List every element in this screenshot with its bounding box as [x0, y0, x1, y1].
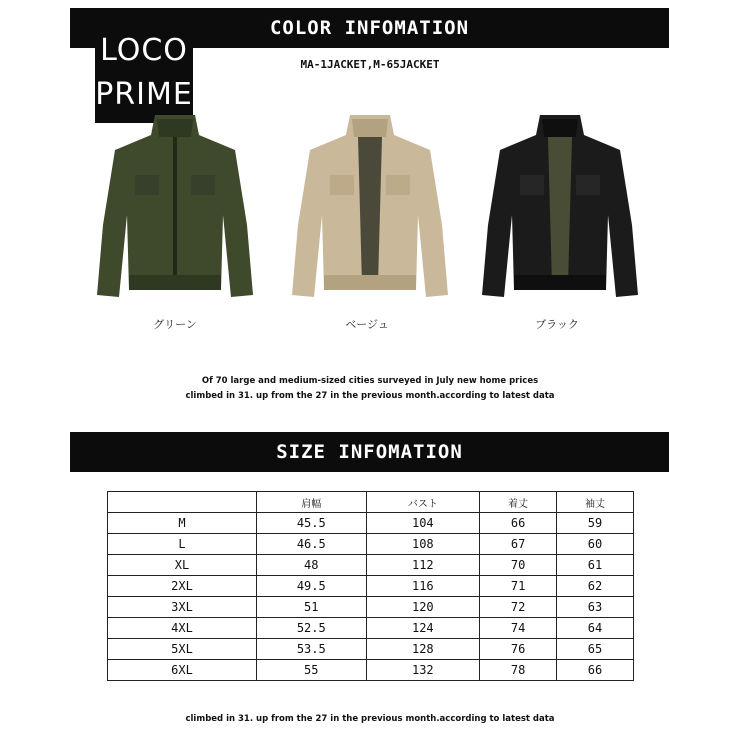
length-cell: 67: [480, 534, 557, 555]
jacket-image-black: [480, 105, 640, 305]
shoulder-cell: 45.5: [257, 513, 367, 534]
bust-cell: 132: [366, 660, 480, 681]
table-row: [108, 597, 634, 618]
sleeve-cell: 62: [557, 576, 634, 597]
shoulder-cell: 46.5: [257, 534, 367, 555]
logo-line-2: PRIME: [95, 77, 193, 112]
sleeve-cell: 63: [557, 597, 634, 618]
sleeve-cell: 65: [557, 639, 634, 660]
size-info-banner: [70, 432, 669, 472]
bust-cell: 120: [366, 597, 480, 618]
table-row: [108, 639, 634, 660]
description-line-3: climbed in 31. up from the 27 in the previous month.according to latest data: [185, 714, 555, 724]
table-row: [108, 513, 634, 534]
sleeve-cell: 66: [557, 660, 634, 681]
description-line-2: climbed in 31. up from the 27 in the previous month.according to latest data: [185, 391, 555, 401]
bust-cell: 108: [366, 534, 480, 555]
jacket-image-beige: [290, 105, 450, 305]
length-cell: 76: [480, 639, 557, 660]
sleeve-cell: 61: [557, 555, 634, 576]
jacket-image-green: [95, 105, 255, 305]
size-table-header-row: [108, 492, 634, 513]
description-line-1: Of 70 large and medium-sized cities surveyed in July new home prices: [201, 376, 539, 386]
shoulder-cell: 53.5: [257, 639, 367, 660]
size-table-header: 袖丈: [557, 492, 634, 513]
shoulder-cell: 51: [257, 597, 367, 618]
table-row: [108, 534, 634, 555]
bust-cell: 124: [366, 618, 480, 639]
color-label-black: ブラック: [535, 318, 579, 331]
size-cell: 2XL: [108, 576, 257, 597]
length-cell: 78: [480, 660, 557, 681]
shoulder-cell: 55: [257, 660, 367, 681]
table-row: [108, 555, 634, 576]
bust-cell: 116: [366, 576, 480, 597]
bust-cell: 128: [366, 639, 480, 660]
sleeve-cell: 59: [557, 513, 634, 534]
size-info-title: SIZE INFOMATION: [276, 441, 463, 463]
table-row: [108, 618, 634, 639]
size-cell: 4XL: [108, 618, 257, 639]
logo-line-1: LOCO: [100, 33, 188, 68]
beige-jacket-graphic: [290, 105, 450, 305]
product-subtitle: MA-1JACKET,M-65JACKET: [300, 58, 440, 71]
size-table-header: 着丈: [480, 492, 557, 513]
table-row: [108, 576, 634, 597]
length-cell: 72: [480, 597, 557, 618]
size-cell: L: [108, 534, 257, 555]
bust-cell: 112: [366, 555, 480, 576]
size-table-header: 肩幅: [257, 492, 367, 513]
size-table-header: [108, 492, 257, 513]
size-cell: 6XL: [108, 660, 257, 681]
sleeve-cell: 60: [557, 534, 634, 555]
size-table-header: バスト: [366, 492, 480, 513]
shoulder-cell: 48: [257, 555, 367, 576]
size-cell: XL: [108, 555, 257, 576]
size-cell: 3XL: [108, 597, 257, 618]
color-info-title: COLOR INFOMATION: [269, 17, 470, 39]
black-jacket-graphic: [480, 105, 640, 305]
color-label-beige: ベージュ: [345, 318, 389, 331]
size-table: [107, 491, 634, 681]
table-row: [108, 660, 634, 681]
length-cell: 70: [480, 555, 557, 576]
shoulder-cell: 52.5: [257, 618, 367, 639]
length-cell: 74: [480, 618, 557, 639]
green-jacket-graphic: [95, 105, 255, 305]
sleeve-cell: 64: [557, 618, 634, 639]
bust-cell: 104: [366, 513, 480, 534]
length-cell: 66: [480, 513, 557, 534]
shoulder-cell: 49.5: [257, 576, 367, 597]
length-cell: 71: [480, 576, 557, 597]
size-cell: 5XL: [108, 639, 257, 660]
color-label-green: グリーン: [153, 318, 197, 331]
size-cell: M: [108, 513, 257, 534]
